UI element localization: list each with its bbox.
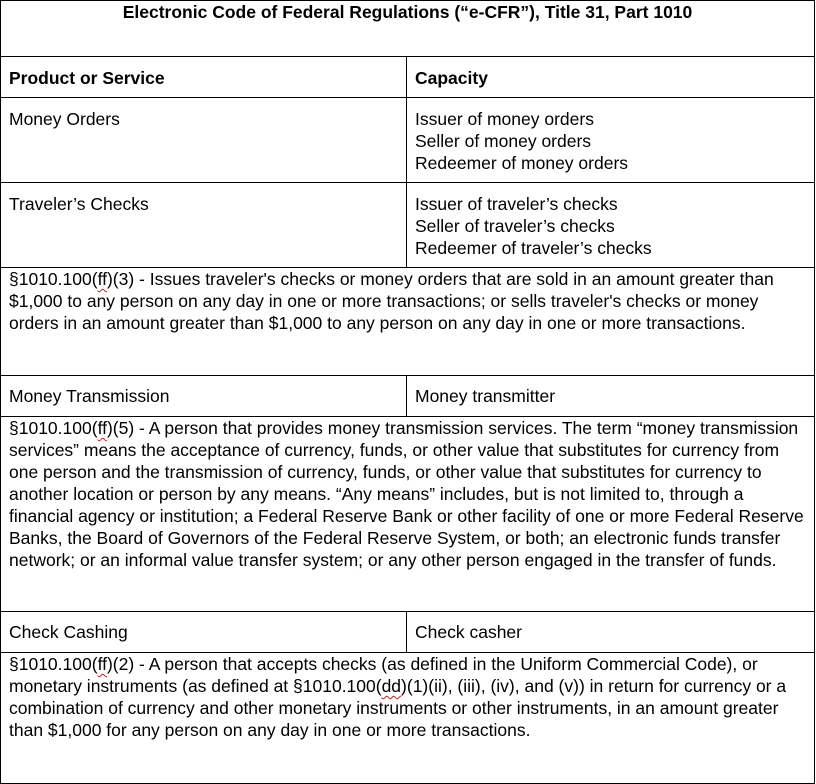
header-product: Product or Service bbox=[1, 57, 407, 98]
row-travelers-checks bbox=[1, 183, 815, 268]
capacity-line: Redeemer of money orders bbox=[415, 153, 629, 173]
spellcheck-mark: ff bbox=[97, 654, 107, 674]
row-definition-ff2 bbox=[1, 653, 815, 784]
capacity-line: Redeemer of traveler’s checks bbox=[415, 238, 652, 258]
row-definition-ff5 bbox=[1, 417, 815, 612]
citation-prefix: §1010.100( bbox=[9, 418, 98, 438]
spellcheck-mark: ff bbox=[97, 269, 107, 289]
row-definition-ff3 bbox=[1, 268, 815, 376]
table-title: Electronic Code of Federal Regulations (“e-CFR”), Title 31, Part 1010 bbox=[1, 1, 815, 57]
header-row bbox=[1, 57, 815, 98]
product-travelers-checks: Traveler’s Checks bbox=[1, 183, 407, 268]
header-capacity: Capacity bbox=[407, 57, 815, 98]
product-money-orders: Money Orders bbox=[1, 98, 407, 183]
row-check-cashing bbox=[1, 612, 815, 653]
capacity-money-orders bbox=[407, 98, 815, 183]
row-money-transmission bbox=[1, 376, 815, 417]
citation-prefix: §1010.100( bbox=[9, 269, 98, 289]
citation-prefix: §1010.100( bbox=[9, 654, 98, 674]
definition-text: )(5) - A person that provides money transmission services. The term “money transmission services” means the acceptance of currency, funds, or other value that substitutes for currency from one person and the transmission of currency, funds, or other value that substitutes for currency to another location or person by any means. “Any means” includes, but is not limited to, through a financial agency or institution; a Federal Reserve Bank or other facility of one or more Federal Reserve Banks, the Board of Governors of the Federal Reserve System, or both; an electronic funds transfer network; or an informal value transfer system; or any other person engaged in the transfer of funds. bbox=[9, 418, 804, 570]
definition-text: )(1)(ii), (iii), (iv), and (v)) in return for currency or a combination of currency and other monetary instruments or other instruments, in an amount greater than $1,000 for any person on any day in one or more transactions. bbox=[9, 676, 787, 740]
spellcheck-mark: dd bbox=[381, 676, 402, 696]
capacity-line: Issuer of traveler’s checks bbox=[415, 194, 618, 214]
capacity-money-transmission: Money transmitter bbox=[407, 376, 815, 417]
product-check-cashing: Check Cashing bbox=[1, 612, 407, 653]
capacity-line: Seller of traveler’s checks bbox=[415, 216, 615, 236]
definition-text: )(3) - Issues traveler's checks or money orders that are sold in an amount greater than $1,000 to any person on any day in one or more transactions; or sells traveler's checks or money orders in an amount greater than $1,000 to any person on any day in one or more transactions. bbox=[9, 269, 774, 333]
definition-text: )(2) - A person that accepts checks (as defined in the Uniform Commercial Code), or monetary instruments (as defined at §1010.100( bbox=[9, 654, 758, 696]
capacity-line: Issuer of money orders bbox=[415, 109, 594, 129]
title-row bbox=[1, 1, 815, 57]
definition-ff3 bbox=[1, 268, 815, 376]
definition-ff5 bbox=[1, 417, 815, 612]
definition-ff2 bbox=[1, 653, 815, 784]
capacity-travelers-checks bbox=[407, 183, 815, 268]
row-money-orders bbox=[1, 98, 815, 183]
capacity-line: Seller of money orders bbox=[415, 131, 592, 151]
product-money-transmission: Money Transmission bbox=[1, 376, 407, 417]
capacity-check-cashing: Check casher bbox=[407, 612, 815, 653]
spellcheck-mark: ff bbox=[97, 418, 107, 438]
